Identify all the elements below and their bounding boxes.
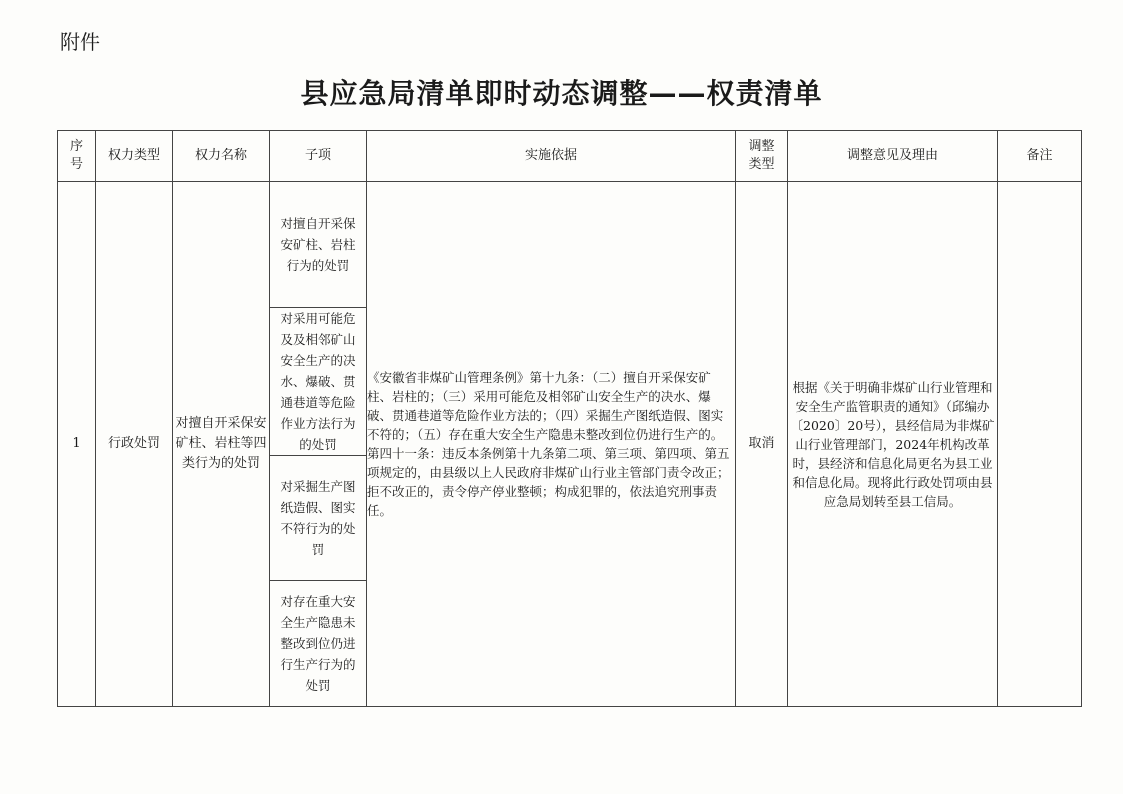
header-seq: 序号 [58, 131, 96, 182]
sub-item: 对采掘生产图纸造假、图实不符行为的处罚 [270, 456, 366, 582]
header-remarks: 备注 [998, 131, 1082, 182]
header-opinion: 调整意见及理由 [788, 131, 998, 182]
document-title: 县应急局清单即时动态调整——权责清单 [300, 77, 823, 110]
row-basis [367, 182, 736, 707]
row-opinion: 根据《关于明确非煤矿山行业管理和安全生产监管职责的通知》（邱编办〔2020〕20号），县经信局为非煤矿山行业管理部门，2024年机构改革时，县经济和信息化局更名为县工业和信息化局。现将此行政处罚项由县应急局划转至县工信局。 [788, 182, 998, 707]
header-adjust-type: 调整类型 [736, 131, 788, 182]
sub-item: 对存在重大安全生产隐患未整改到位仍进行生产行为的处罚 [280, 594, 356, 694]
basis-paragraph: 第四十一条：违反本条例第十九条第二项、第三项、第四项、第五项规定的，由县级以上人民政府非煤矿山行业主管部门责令改正；拒不改正的，责令停产停业整顿；构成犯罪的，依法追究刑事责任。 [367, 446, 730, 518]
table-header-row [58, 131, 1082, 182]
sub-item: 对擅自开采保安矿柱、岩柱行为的处罚 [270, 182, 366, 308]
attachment-label: 附件 [60, 30, 100, 54]
row-seq: 1 [58, 182, 96, 707]
header-basis: 实施依据 [367, 131, 736, 182]
basis-paragraph: 《安徽省非煤矿山管理条例》第十九条：（二）擅自开采保安矿柱、岩柱的；（三）采用可能危及相邻矿山安全生产的决水、爆破、贯通巷道等危险作业方法的；（四）采掘生产图纸造假、图实不符的；（五）存在重大安全生产隐患未整改到位仍进行生产的。 [367, 370, 724, 442]
header-sub-items: 子项 [270, 131, 367, 182]
table-row [58, 182, 1082, 707]
power-responsibility-table [57, 130, 1082, 707]
header-power-name: 权力名称 [173, 131, 270, 182]
header-power-type: 权力类型 [96, 131, 173, 182]
row-power-name: 对擅自开采保安矿柱、岩柱等四类行为的处罚 [173, 182, 270, 707]
row-power-type: 行政处罚 [96, 182, 173, 707]
row-adjust-type: 取消 [736, 182, 788, 707]
row-remarks [998, 182, 1082, 707]
sub-item: 对采用可能危及及相邻矿山安全生产的决水、爆破、贯通巷道等危险作业方法行为的处罚 [270, 308, 366, 456]
row-sub-items [270, 182, 367, 707]
